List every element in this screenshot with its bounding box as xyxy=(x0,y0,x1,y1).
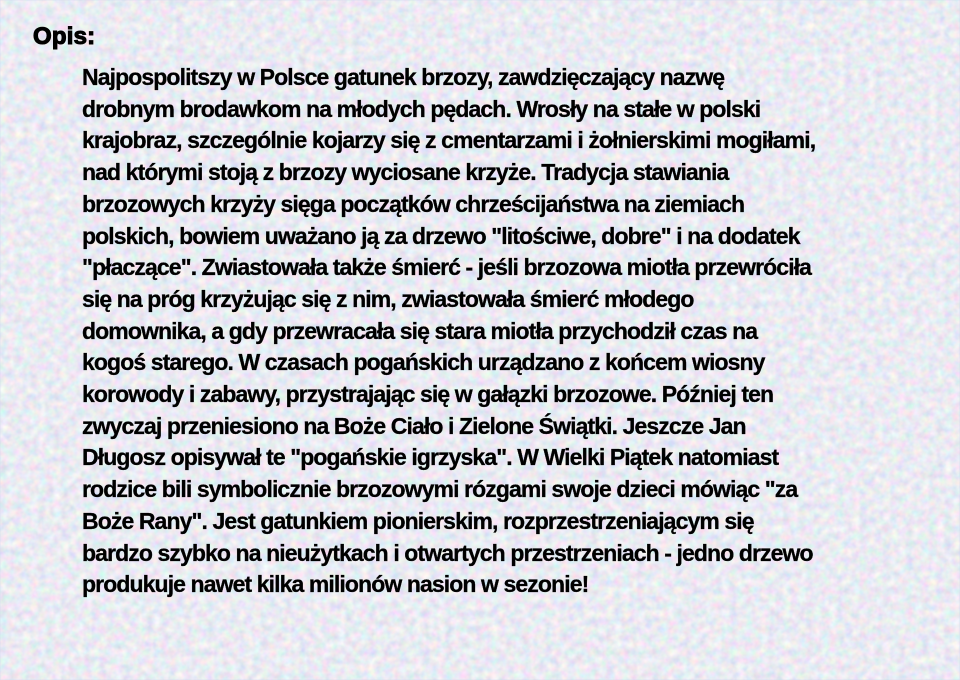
text-line: kogoś starego. W czasach pogańskich urządzano z końcem wiosny xyxy=(82,349,765,376)
text-line: "płaczące". Zwiastowała także śmierć - jeśli brzozowa miotła przewróciła xyxy=(82,254,812,281)
text-line: produkuje nawet kilka milionów nasion w sezonie! xyxy=(82,571,589,598)
text-line: się na próg krzyżując się z nim, zwiastowała śmierć młodego xyxy=(82,285,694,312)
text-line: korowody i zabawy, przystrajając się w gałązki brzozowe. Później ten xyxy=(82,381,774,408)
text-line: krajobraz, szczególnie kojarzy się z cmentarzami i żołnierskimi mogiłami, xyxy=(82,127,816,154)
text-line: Najpospolitszy w Polsce gatunek brzozy, zawdzięczający nazwę xyxy=(82,64,725,90)
text-line: bardzo szybko na nieużytkach i otwartych przestrzeniach - jedno drzewo xyxy=(82,539,813,566)
text-line: polskich, bowiem uważano ją za drzewo "litościwe, dobre" i na dodatek xyxy=(82,222,800,249)
text-line: Długosz opisywał te "pogańskie igrzyska". W Wielki Piątek natomiast xyxy=(82,444,779,471)
text-line: nad którymi stoją z brzozy wyciosane krzyże. Tradycja stawiania xyxy=(82,159,729,186)
page-title: Opis: xyxy=(33,23,96,50)
text-line: domownika, a gdy przewracała się stara miotła przychodził czas na xyxy=(82,317,758,344)
text-line: zwyczaj przeniesiono na Boże Ciało i Zielone Świątki. Jeszcze Jan xyxy=(82,412,746,439)
text-line: Boże Rany". Jest gatunkiem pionierskim, rozprzestrzeniającym się xyxy=(82,507,754,534)
text-line: brzozowych krzyży sięga początków chrześcijaństwa na ziemiach xyxy=(82,190,745,217)
text-line: rodzice bili symbolicznie brzozowymi rózgami swoje dzieci mówiąc "za xyxy=(82,476,798,503)
text-line: drobnym brodawkom na młodych pędach. Wrosły na stałe w polski xyxy=(82,95,761,122)
description-paragraph xyxy=(82,62,960,601)
